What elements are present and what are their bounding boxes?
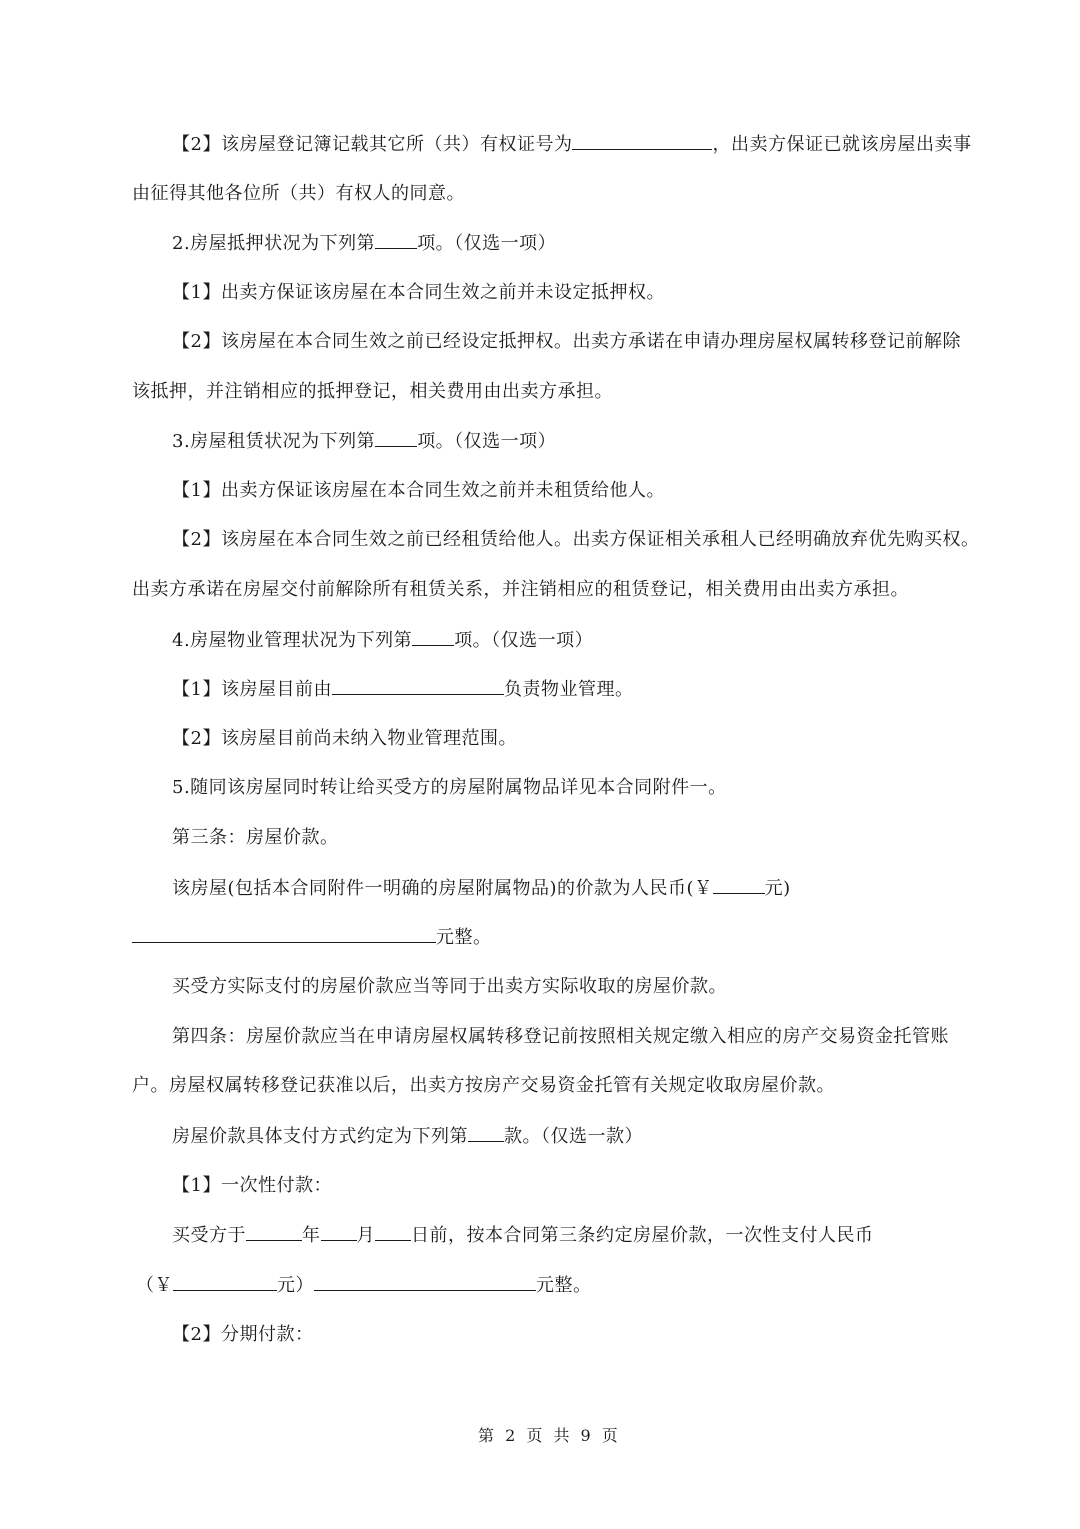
blank-field xyxy=(468,1123,504,1142)
blank-field xyxy=(132,924,436,943)
paragraph-line: 元整。 xyxy=(132,924,492,951)
blank-field xyxy=(375,1222,411,1241)
paragraph-line: 【2】分期付款： xyxy=(172,1324,314,1345)
blank-field xyxy=(321,1222,357,1241)
paragraph-line: 【2】该房屋目前尚未纳入物业管理范围。 xyxy=(172,728,517,749)
paragraph-line: （￥ 元） 元整。 xyxy=(136,1272,592,1299)
blank-field xyxy=(572,131,712,150)
paragraph-line: 由征得其他各位所（共）有权人的同意。 xyxy=(132,183,465,204)
blank-field xyxy=(375,230,417,249)
paragraph-line: 【2】该房屋在本合同生效之前已经租赁给他人。出卖方保证相关承租人已经明确放弃优先购买权。 xyxy=(172,529,980,550)
paragraph-line: 4.房屋物业管理状况为下列第 项。（仅选一项） xyxy=(172,627,593,654)
blank-field xyxy=(412,627,454,646)
blank-field xyxy=(246,1222,302,1241)
blank-field xyxy=(314,1272,536,1291)
page-number-footer: 第 2 页 共 9 页 xyxy=(478,1426,621,1445)
paragraph-line: 3.房屋租赁状况为下列第 项。（仅选一项） xyxy=(172,428,556,455)
blank-field xyxy=(173,1272,277,1291)
paragraph-line: 买受方于 年 月 日前，按本合同第三条约定房屋价款，一次性支付人民币 xyxy=(172,1222,874,1249)
paragraph-line: 5.随同该房屋同时转让给买受方的房屋附属物品详见本合同附件一。 xyxy=(172,777,727,798)
blank-field xyxy=(332,676,504,695)
section-heading: 第三条：房屋价款。 xyxy=(172,827,339,848)
paragraph-line: 该抵押，并注销相应的抵押登记，相关费用由出卖方承担。 xyxy=(132,381,613,402)
blank-field xyxy=(375,428,417,447)
paragraph-line: 【1】出卖方保证该房屋在本合同生效之前并未设定抵押权。 xyxy=(172,282,665,303)
paragraph-line: 出卖方承诺在房屋交付前解除所有租赁关系，并注销相应的租赁登记，相关费用由出卖方承担。 xyxy=(132,579,909,600)
paragraph-line: 【2】该房屋登记簿记载其它所（共）有权证号为 ，出卖方保证已就该房屋出卖事 xyxy=(172,131,971,158)
paragraph-line: 买受方实际支付的房屋价款应当等同于出卖方实际收取的房屋价款。 xyxy=(172,976,727,997)
paragraph-line: 【1】出卖方保证该房屋在本合同生效之前并未租赁给他人。 xyxy=(172,480,665,501)
paragraph-line: 【1】一次性付款： xyxy=(172,1175,332,1196)
paragraph-line: 该房屋(包括本合同附件一明确的房屋附属物品)的价款为人民币(￥ 元) xyxy=(172,875,791,902)
paragraph-line: 房屋价款具体支付方式约定为下列第 款。（仅选一款） xyxy=(172,1123,643,1150)
blank-field xyxy=(713,875,765,894)
paragraph-line: 2.房屋抵押状况为下列第 项。（仅选一项） xyxy=(172,230,556,257)
paragraph-line: 【1】该房屋目前由 负责物业管理。 xyxy=(172,676,633,703)
paragraph-line: 【2】该房屋在本合同生效之前已经设定抵押权。出卖方承诺在申请办理房屋权属转移登记前解除 xyxy=(172,331,961,352)
section-heading: 第四条：房屋价款应当在申请房屋权属转移登记前按照相关规定缴入相应的房产交易资金托管账 xyxy=(172,1026,949,1047)
paragraph-line: 户。房屋权属转移登记获准以后，出卖方按房产交易资金托管有关规定收取房屋价款。 xyxy=(132,1075,835,1096)
